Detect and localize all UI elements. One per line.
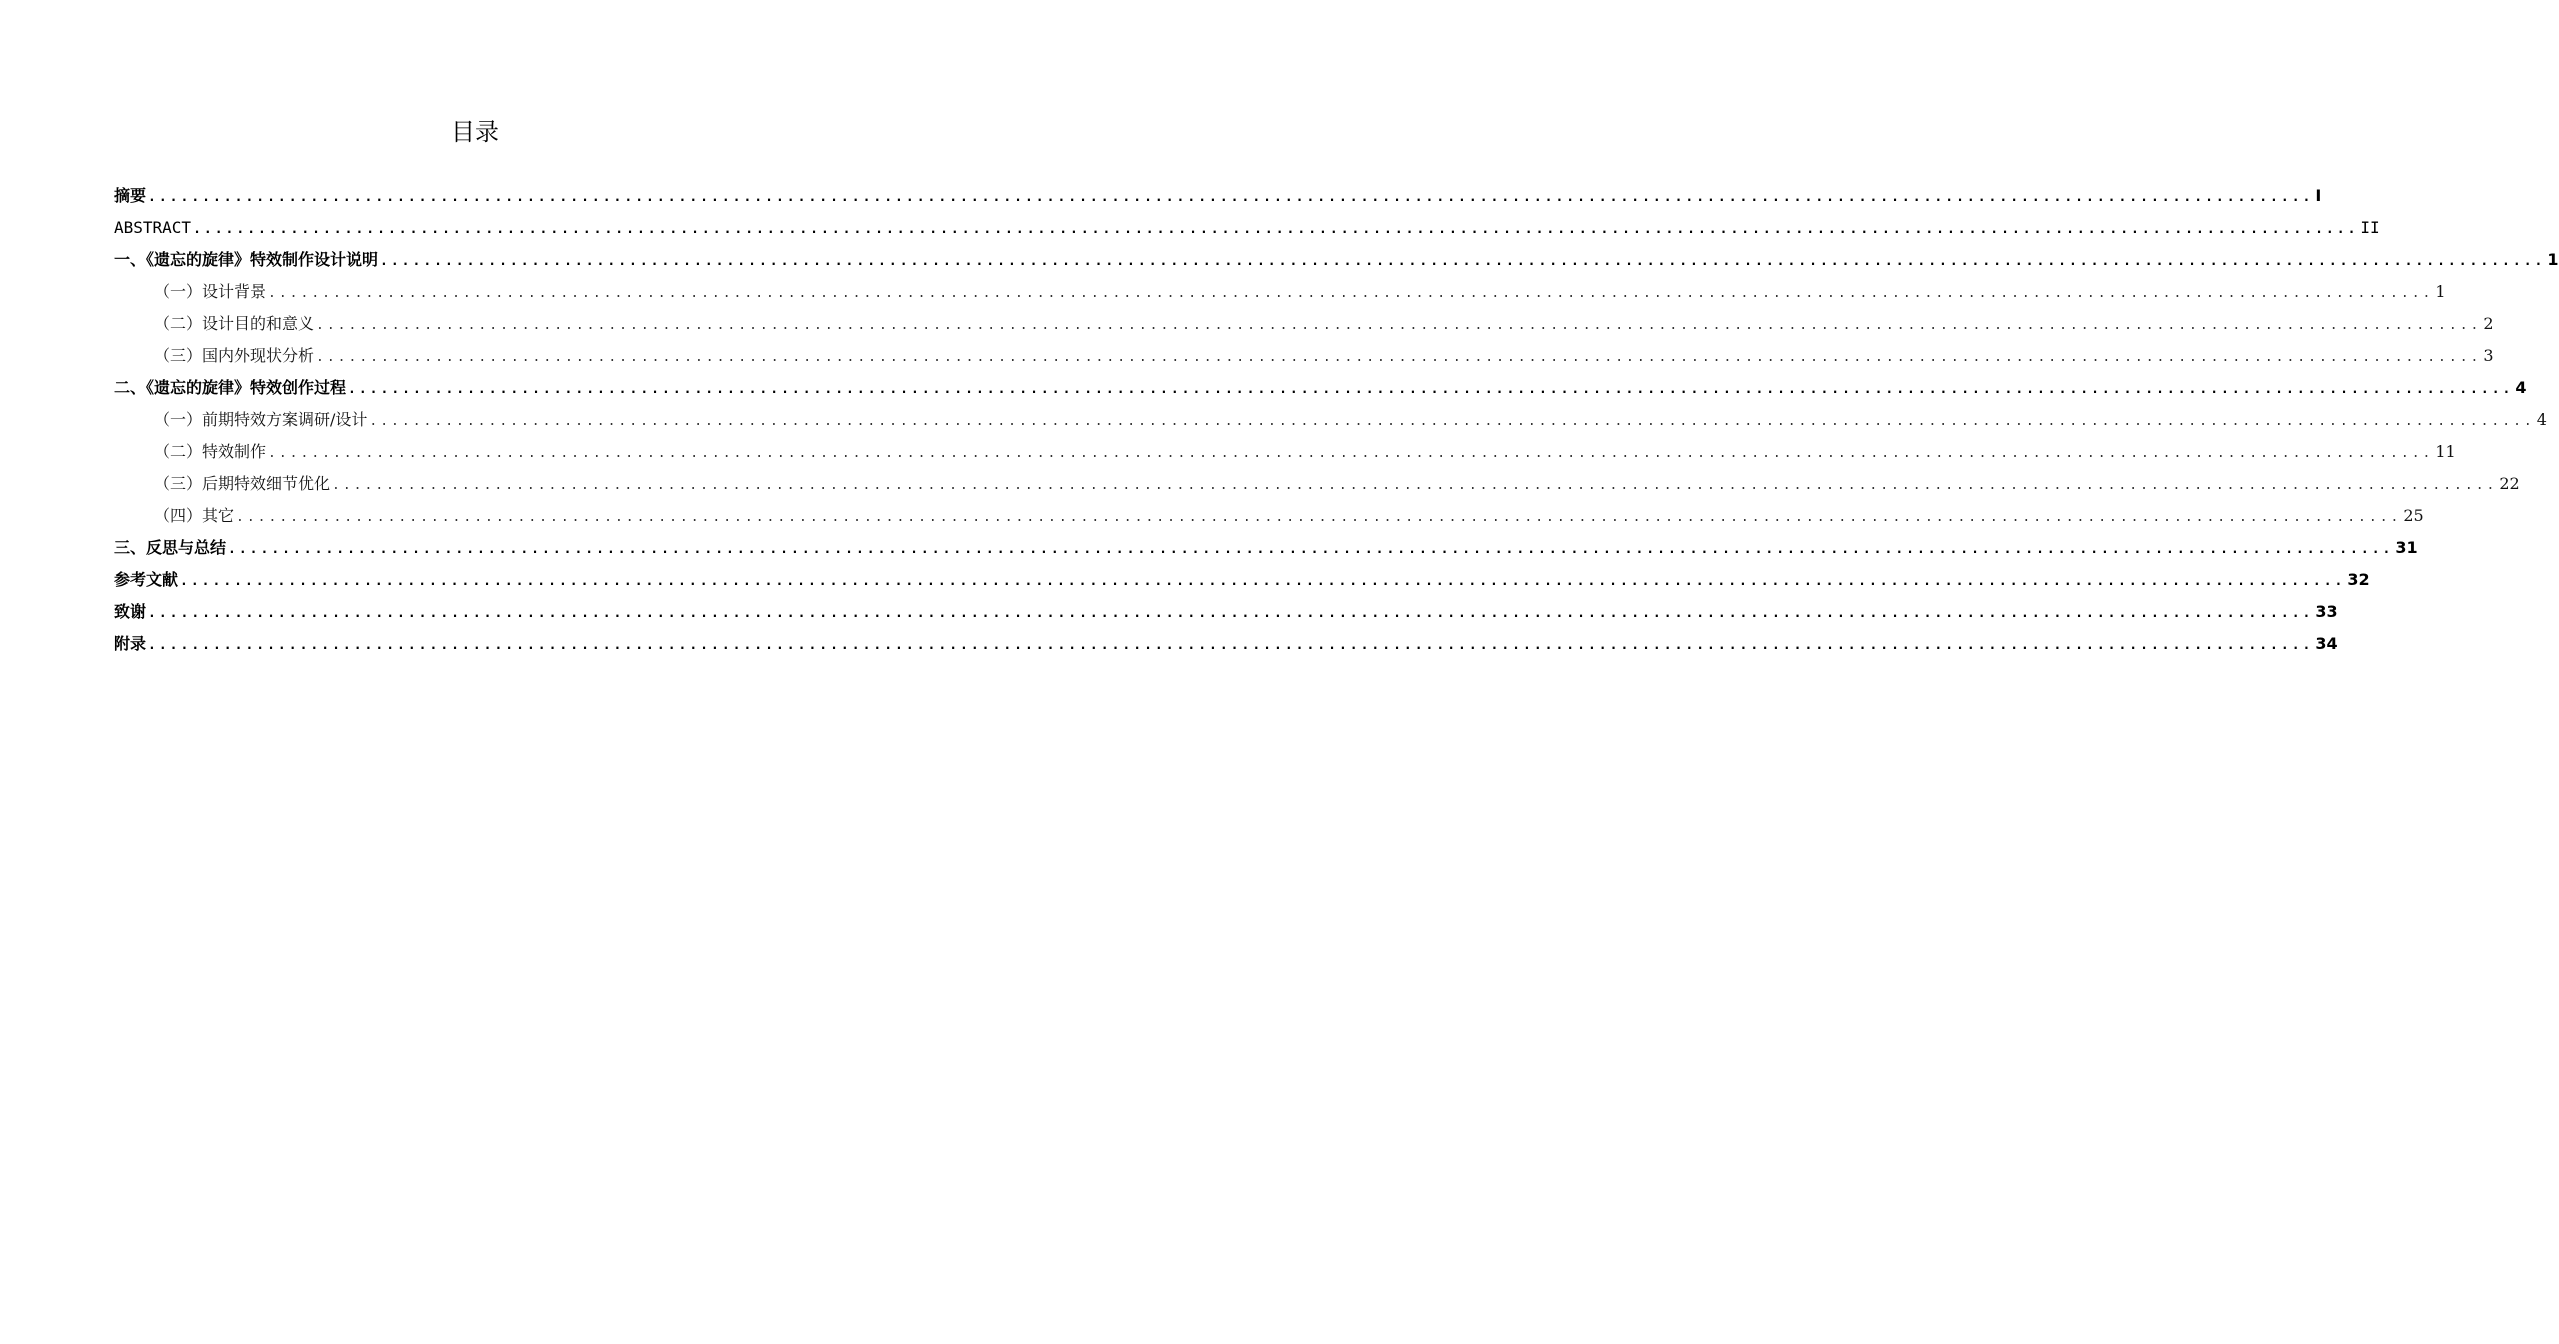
toc-entry-title: 二、《遗忘的旋律》特效创作过程: [114, 378, 347, 397]
toc-entry-page: 34: [2315, 634, 2338, 653]
toc-entry-page: 4: [2536, 410, 2547, 429]
toc-entry-page: II: [2360, 218, 2380, 237]
toc-entry-title: （三）后期特效细节优化: [154, 474, 331, 493]
toc-entry-title: （四）其它: [154, 506, 235, 525]
toc-entry-abstract-en[interactable]: [114, 212, 2380, 244]
toc-entry-page: 32: [2347, 570, 2370, 589]
toc-entry-page: 25: [2403, 506, 2424, 525]
toc-entry-page: 1: [2547, 250, 2559, 269]
toc-entry-page: 33: [2315, 602, 2338, 621]
dot-leader: ........................................................................................................................................................................................................: [268, 286, 2434, 301]
dot-leader: ........................................................................................................................................................................................................: [236, 510, 2402, 525]
toc-entry-title: （二）设计目的和意义: [154, 314, 315, 333]
toc-entry-page: 22: [2499, 474, 2520, 493]
toc-entry-page: 4: [2515, 378, 2527, 397]
page-title: 目录: [451, 118, 499, 146]
toc-entry-acknowledgements[interactable]: [114, 596, 2338, 628]
dot-leader: ........................................................................................................................................................................................................: [193, 222, 2359, 237]
dot-leader: ........................................................................................................................................................................................................: [332, 478, 2498, 493]
toc-entry-references[interactable]: [114, 564, 2370, 596]
toc-entry-title: （三）国内外现状分析: [154, 346, 315, 365]
toc-entry-abstract-cn[interactable]: [114, 180, 2322, 212]
toc-entry-page: 2: [2483, 314, 2494, 333]
toc-entry-page: 3: [2483, 346, 2494, 365]
toc-entry-page: I: [2315, 186, 2322, 205]
toc-entry-title: 摘要: [114, 186, 147, 205]
table-of-contents: [114, 180, 2559, 660]
dot-leader: ........................................................................................................................................................................................................: [148, 638, 2314, 653]
dot-leader: ........................................................................................................................................................................................................: [316, 318, 2482, 333]
dot-leader: ........................................................................................................................................................................................................: [316, 350, 2482, 365]
dot-leader: ........................................................................................................................................................................................................: [348, 382, 2514, 397]
toc-entry-section-2-1[interactable]: [114, 404, 2547, 436]
dot-leader: ........................................................................................................................................................................................................: [369, 414, 2535, 429]
toc-entry-section-1-2[interactable]: [114, 308, 2494, 340]
dot-leader: ........................................................................................................................................................................................................: [228, 542, 2394, 557]
toc-entry-page: 31: [2395, 538, 2418, 557]
toc-entry-title: （一）前期特效方案调研/设计: [154, 410, 368, 429]
toc-entry-title: （一）设计背景: [154, 282, 267, 301]
toc-entry-appendix[interactable]: [114, 628, 2338, 660]
toc-entry-title: 致谢: [114, 602, 147, 621]
toc-entry-section-2-2[interactable]: [114, 436, 2456, 468]
dot-leader: ........................................................................................................................................................................................................: [148, 606, 2314, 621]
toc-entry-title: 三、反思与总结: [114, 538, 227, 557]
toc-entry-chapter-2[interactable]: [114, 372, 2527, 404]
dot-leader: ........................................................................................................................................................................................................: [180, 574, 2346, 589]
dot-leader: ........................................................................................................................................................................................................: [268, 446, 2434, 461]
toc-entry-page: 11: [2435, 442, 2456, 461]
toc-entry-section-1-1[interactable]: [114, 276, 2446, 308]
toc-entry-section-2-3[interactable]: [114, 468, 2520, 500]
toc-entry-title: 参考文献: [114, 570, 179, 589]
toc-entry-page: 1: [2435, 282, 2446, 301]
toc-entry-section-1-3[interactable]: [114, 340, 2494, 372]
toc-entry-chapter-1[interactable]: [114, 244, 2559, 276]
dot-leader: ........................................................................................................................................................................................................: [380, 254, 2546, 269]
toc-entry-section-2-4[interactable]: [114, 500, 2424, 532]
toc-entry-title: 附录: [114, 634, 147, 653]
toc-entry-title: ABSTRACT: [114, 218, 192, 237]
dot-leader: ........................................................................................................................................................................................................: [148, 190, 2314, 205]
toc-entry-chapter-3[interactable]: [114, 532, 2418, 564]
toc-entry-title: 一、《遗忘的旋律》特效制作设计说明: [114, 250, 379, 269]
toc-entry-title: （二）特效制作: [154, 442, 267, 461]
